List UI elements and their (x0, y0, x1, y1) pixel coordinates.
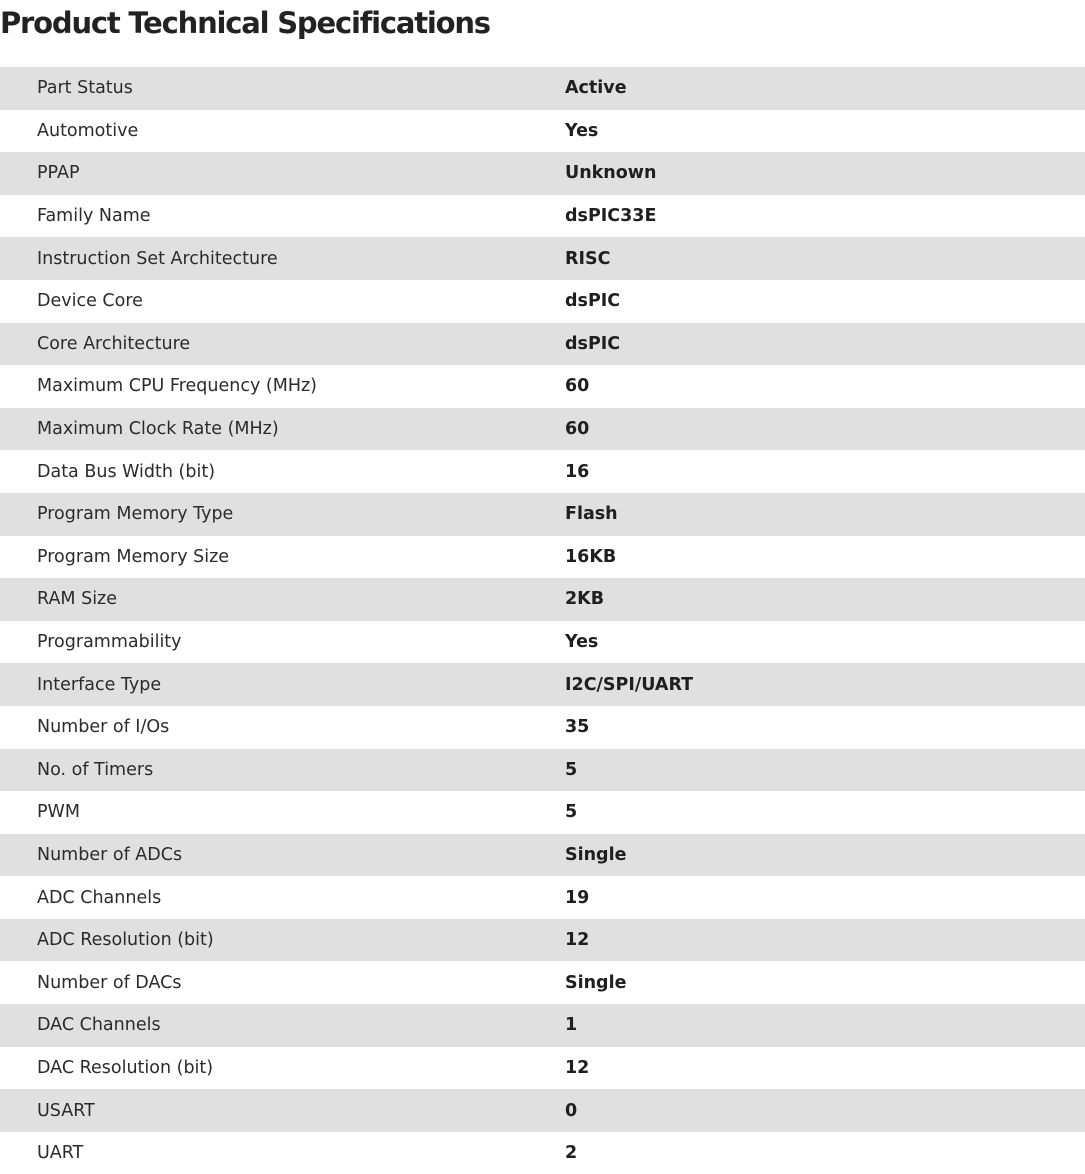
spec-label: Family Name (37, 206, 151, 227)
spec-label: Instruction Set Architecture (37, 248, 278, 269)
spec-value: 1 (565, 1015, 578, 1036)
spec-row (0, 152, 1085, 195)
spec-value: 19 (565, 887, 590, 908)
spec-row (0, 536, 1085, 579)
spec-value: Active (565, 78, 627, 99)
spec-label: Interface Type (37, 674, 162, 695)
spec-label: Number of DACs (37, 972, 182, 993)
spec-label: Maximum CPU Frequency (MHz) (37, 376, 317, 397)
spec-value: 0 (565, 1100, 578, 1121)
spec-label: Program Memory Size (37, 546, 230, 567)
spec-row (0, 493, 1085, 536)
spec-label: PWM (37, 802, 80, 823)
spec-value: 2 (565, 1143, 578, 1164)
spec-value: RISC (565, 248, 611, 269)
spec-label: ADC Resolution (bit) (37, 930, 214, 951)
spec-label: Device Core (37, 291, 143, 312)
spec-row (0, 749, 1085, 792)
spec-value: 60 (565, 419, 590, 440)
spec-label: Core Architecture (37, 333, 191, 354)
spec-row (0, 67, 1085, 110)
spec-value: Unknown (565, 163, 657, 184)
spec-row (0, 834, 1085, 877)
spec-label: Number of ADCs (37, 844, 183, 865)
spec-label: DAC Channels (37, 1015, 161, 1036)
spec-label: USART (37, 1100, 95, 1121)
spec-value: dsPIC33E (565, 206, 657, 227)
spec-row (0, 450, 1085, 493)
spec-row (0, 365, 1085, 408)
spec-value: 16 (565, 461, 590, 482)
spec-value: 12 (565, 930, 590, 951)
spec-value: Single (565, 844, 627, 865)
spec-value: I2C/SPI/UART (565, 674, 694, 695)
spec-row (0, 1089, 1085, 1132)
spec-label: PPAP (37, 163, 80, 184)
spec-label: ADC Channels (37, 887, 162, 908)
spec-row (0, 408, 1085, 451)
spec-table (0, 67, 1085, 1174)
spec-row (0, 621, 1085, 664)
page-title: Product Technical Specifications (0, 6, 490, 40)
spec-label: Data Bus Width (bit) (37, 461, 216, 482)
spec-label: Programmability (37, 632, 182, 653)
spec-row (0, 280, 1085, 323)
spec-value: Yes (565, 632, 599, 653)
spec-label: No. of Timers (37, 759, 154, 780)
spec-value: 12 (565, 1057, 590, 1078)
spec-value: 2KB (565, 589, 605, 610)
spec-row (0, 791, 1085, 834)
spec-row (0, 323, 1085, 366)
spec-label: Automotive (37, 120, 139, 141)
spec-label: Maximum Clock Rate (MHz) (37, 419, 279, 440)
spec-label: Number of I/Os (37, 717, 170, 738)
spec-row (0, 919, 1085, 962)
spec-label: UART (37, 1143, 84, 1164)
spec-row (0, 961, 1085, 1004)
spec-row (0, 578, 1085, 621)
spec-value: Flash (565, 504, 618, 525)
spec-row (0, 706, 1085, 749)
spec-value: Single (565, 972, 627, 993)
spec-value: 5 (565, 802, 578, 823)
spec-value: 35 (565, 717, 590, 738)
spec-value: 60 (565, 376, 590, 397)
spec-row (0, 110, 1085, 153)
spec-row (0, 1004, 1085, 1047)
spec-value: dsPIC (565, 333, 621, 354)
spec-row (0, 1047, 1085, 1090)
spec-value: Yes (565, 120, 599, 141)
spec-label: RAM Size (37, 589, 118, 610)
spec-value: dsPIC (565, 291, 621, 312)
spec-row (0, 663, 1085, 706)
spec-label: Part Status (37, 78, 133, 99)
spec-row (0, 195, 1085, 238)
spec-label: Program Memory Type (37, 504, 234, 525)
spec-label: DAC Resolution (bit) (37, 1057, 214, 1078)
spec-row (0, 1132, 1085, 1174)
spec-value: 5 (565, 759, 578, 780)
spec-value: 16KB (565, 546, 617, 567)
spec-row (0, 237, 1085, 280)
spec-row (0, 876, 1085, 919)
